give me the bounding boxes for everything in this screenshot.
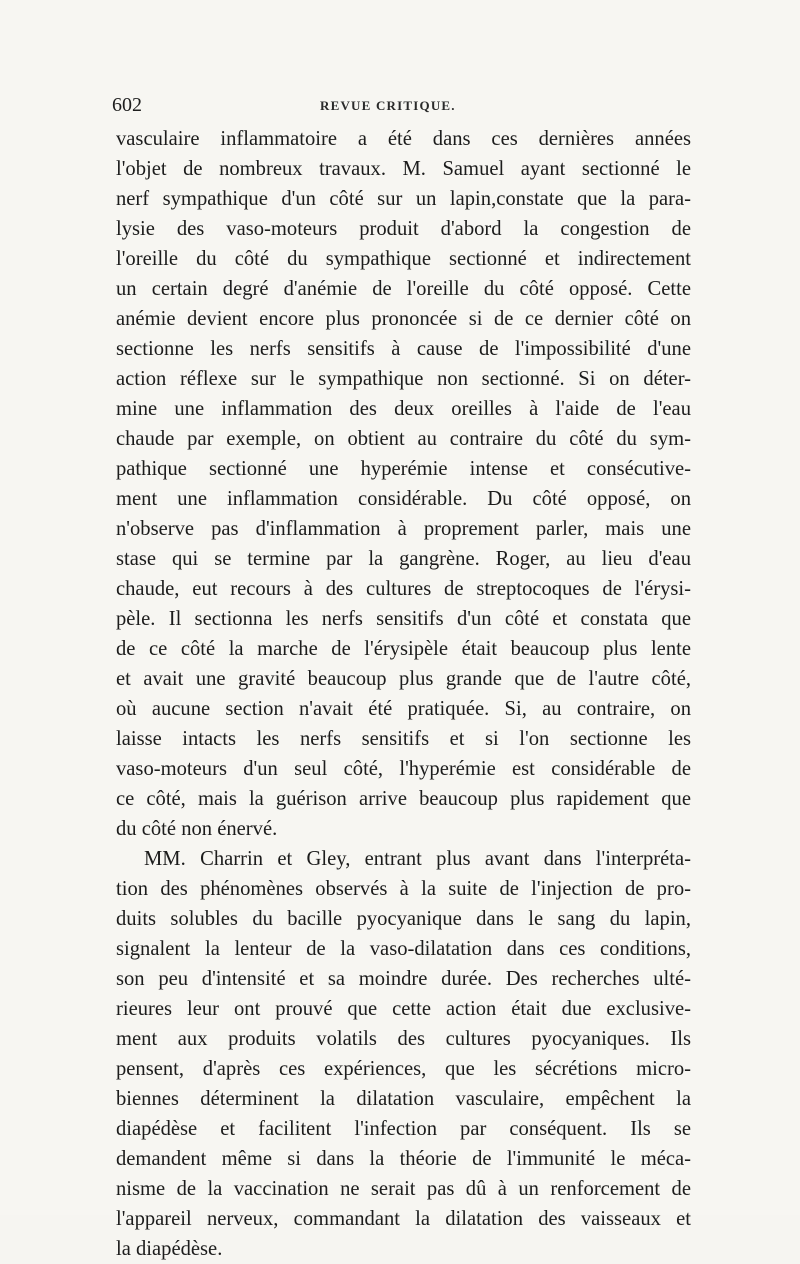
page-number: 602	[112, 94, 142, 116]
text-line: pèle. Il sectionna les nerfs sensitifs d'un côté et constata que	[116, 608, 691, 630]
paragraph-1	[116, 124, 691, 844]
text-line: pensent, d'après ces expériences, que les sécrétions micro-	[116, 1058, 691, 1080]
text-line: nerf sympathique d'un côté sur un lapin,constate que la para-	[116, 188, 691, 210]
text-line: tion des phénomènes observés à la suite de l'injection de pro-	[116, 878, 691, 900]
text-line: son peu d'intensité et sa moindre durée. Des recherches ulté-	[116, 968, 691, 990]
text-line: ce côté, mais la guérison arrive beaucoup plus rapidement que	[116, 788, 691, 810]
text-line: mine une inflammation des deux oreilles à l'aide de l'eau	[116, 398, 691, 420]
text-line: signalent la lenteur de la vaso-dilatation dans ces conditions,	[116, 938, 691, 960]
text-line: et avait une gravité beaucoup plus grande que de l'autre côté,	[116, 668, 691, 690]
text-line: pathique sectionné une hyperémie intense et consécutive-	[116, 458, 691, 480]
text-line: l'appareil nerveux, commandant la dilatation des vaisseaux et	[116, 1208, 691, 1230]
text-line: MM. Charrin et Gley, entrant plus avant dans l'interpréta-	[144, 848, 691, 870]
text-line: où aucune section n'avait été pratiquée. Si, au contraire, on	[116, 698, 691, 720]
text-line: la diapédèse.	[116, 1238, 223, 1260]
text-line: diapédèse et facilitent l'infection par conséquent. Ils se	[116, 1118, 691, 1140]
text-line: l'objet de nombreux travaux. M. Samuel ayant sectionné le	[116, 158, 691, 180]
text-line: laisse intacts les nerfs sensitifs et si l'on sectionne les	[116, 728, 691, 750]
running-head: REVUE CRITIQUE.	[320, 98, 456, 113]
text-line: n'observe pas d'inflammation à proprement parler, mais une	[116, 518, 691, 540]
body-text	[116, 124, 691, 1264]
text-line: du côté non énervé.	[116, 818, 278, 840]
page-header	[112, 94, 687, 120]
text-line: ment une inflammation considérable. Du côté opposé, on	[116, 488, 691, 510]
text-line: chaude par exemple, on obtient au contraire du côté du sym-	[116, 428, 691, 450]
text-line: action réflexe sur le sympathique non sectionné. Si on déter-	[116, 368, 691, 390]
text-line: anémie devient encore plus prononcée si de ce dernier côté on	[116, 308, 691, 330]
text-line: l'oreille du côté du sympathique sectionné et indirectement	[116, 248, 691, 270]
text-line: un certain degré d'anémie de l'oreille du côté opposé. Cette	[116, 278, 691, 300]
text-line: demandent même si dans la théorie de l'immunité le méca-	[116, 1148, 691, 1170]
text-line: stase qui se termine par la gangrène. Roger, au lieu d'eau	[116, 548, 691, 570]
text-line: duits solubles du bacille pyocyanique dans le sang du lapin,	[116, 908, 691, 930]
text-line: vaso-moteurs d'un seul côté, l'hyperémie est considérable de	[116, 758, 691, 780]
paragraph-2	[116, 844, 691, 1264]
text-line: nisme de la vaccination ne serait pas dû à un renforcement de	[116, 1178, 691, 1200]
text-line: lysie des vaso-moteurs produit d'abord la congestion de	[116, 218, 691, 240]
text-line: vasculaire inflammatoire a été dans ces dernières années	[116, 128, 691, 150]
text-line: chaude, eut recours à des cultures de streptocoques de l'érysi-	[116, 578, 691, 600]
text-line: de ce côté la marche de l'érysipèle était beaucoup plus lente	[116, 638, 691, 660]
text-line: ment aux produits volatils des cultures pyocyaniques. Ils	[116, 1028, 691, 1050]
text-line: sectionne les nerfs sensitifs à cause de l'impossibilité d'une	[116, 338, 691, 360]
text-line: rieures leur ont prouvé que cette action était due exclusive-	[116, 998, 691, 1020]
text-line: biennes déterminent la dilatation vasculaire, empêchent la	[116, 1088, 691, 1110]
